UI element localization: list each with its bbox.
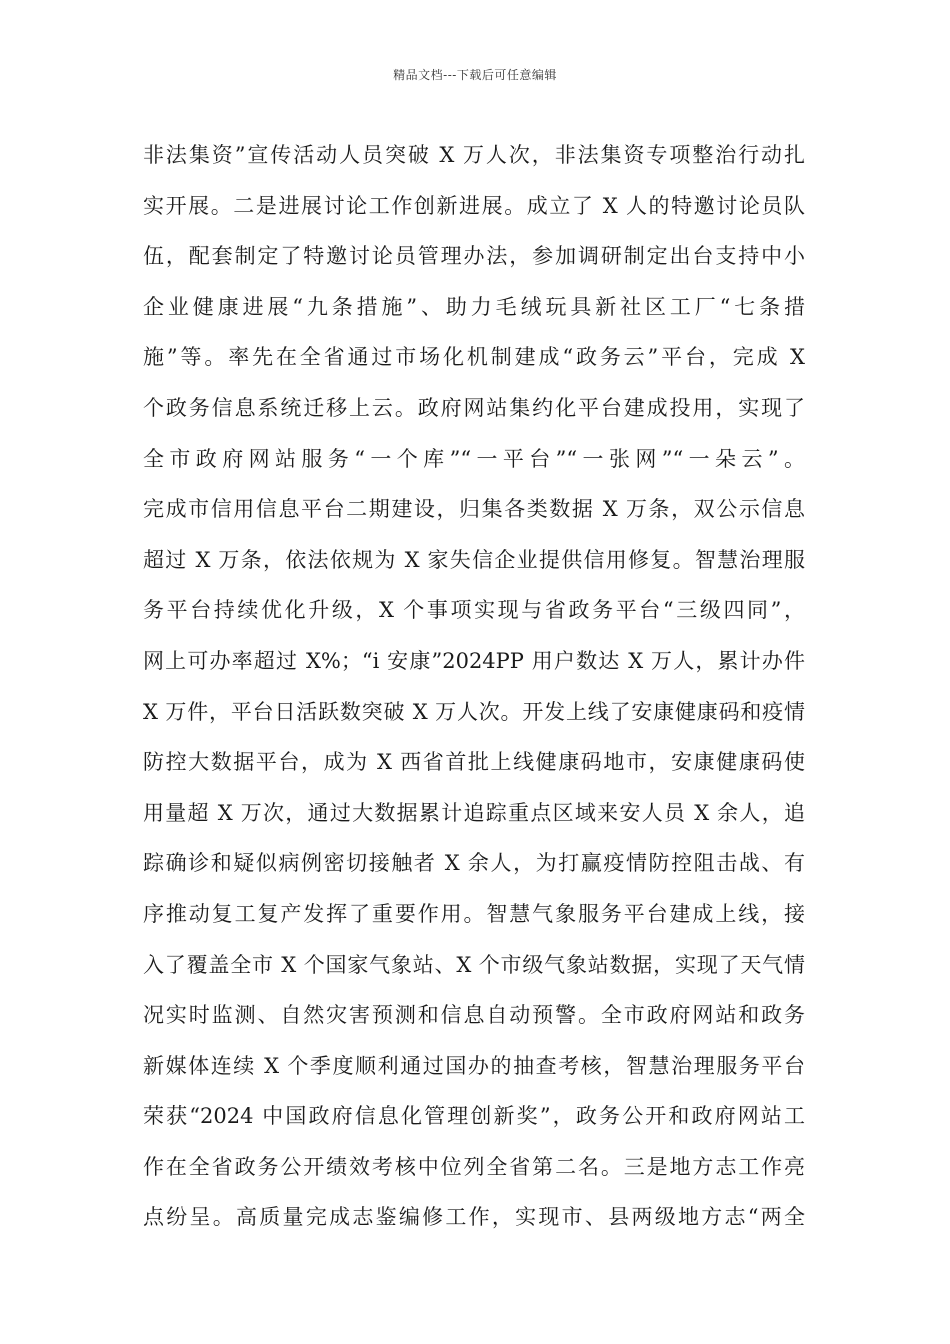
text-line: 实开展。二是进展讨论工作创新进展。成立了 X 人的特邀讨论员队	[143, 193, 805, 218]
text-line: 防控大数据平台，成为 X 西省首批上线健康码地市，安康健康码使	[143, 750, 805, 775]
text-line: 作在全省政务公开绩效考核中位列全省第二名。三是地方志工作亮	[143, 1154, 805, 1179]
text-line: 荣获“2024 中国政府信息化管理创新奖”，政务公开和政府网站工	[143, 1104, 805, 1129]
text-line: 网上可办率超过 X%；“i 安康”2024PP 用户数达 X 万人，累计办件	[143, 648, 805, 673]
text-line: 非法集资”宣传活动人员突破 X 万人次，非法集资专项整治行动扎	[143, 143, 805, 167]
text-line: X 万件，平台日活跃数突破 X 万人次。开发上线了安康健康码和疫情	[143, 699, 805, 724]
text-line: 务平台持续优化升级，X 个事项实现与省政务平台“三级四同”，	[143, 598, 805, 623]
page-header: 精品文档---下载后可任意编辑	[393, 68, 557, 82]
text-line: 序推动复工复产发挥了重要作用。智慧气象服务平台建成上线，接	[143, 901, 805, 926]
text-line: 踪确诊和疑似病例密切接触者 X 余人，为打赢疫情防控阻击战、有	[143, 851, 805, 876]
text-line: 新媒体连续 X 个季度顺利通过国办的抽查考核，智慧治理服务平台	[143, 1053, 805, 1078]
text-line: 况实时监测、自然灾害预测和信息自动预警。全市政府网站和政务	[143, 1003, 805, 1028]
text-line: 企业健康进展“九条措施”、助力毛绒玩具新社区工厂“七条措	[143, 294, 805, 319]
text-line: 完成市信用信息平台二期建设，归集各类数据 X 万条，双公示信息	[143, 497, 805, 522]
text-line: 个政务信息系统迁移上云。政府网站集约化平台建成投用，实现了	[143, 395, 805, 420]
document-body	[143, 130, 805, 1243]
text-line: 施”等。率先在全省通过市场化机制建成“政务云”平台，完成 X	[143, 345, 805, 370]
text-line: 全市政府网站服务“一个库”“一平台”“一张网”“一朵云”。	[143, 446, 805, 471]
text-line: 超过 X 万条，依法依规为 X 家失信企业提供信用修复。智慧治理服	[143, 547, 805, 572]
text-line: 用量超 X 万次，通过大数据累计追踪重点区域来安人员 X 余人，追	[143, 800, 805, 825]
text-line: 点纷呈。高质量完成志鉴编修工作，实现市、县两级地方志“两全	[143, 1205, 805, 1230]
text-line: 伍，配套制定了特邀讨论员管理办法，参加调研制定出台支持中小	[143, 244, 805, 269]
text-line: 入了覆盖全市 X 个国家气象站、X 个市级气象站数据，实现了天气情	[143, 952, 805, 977]
